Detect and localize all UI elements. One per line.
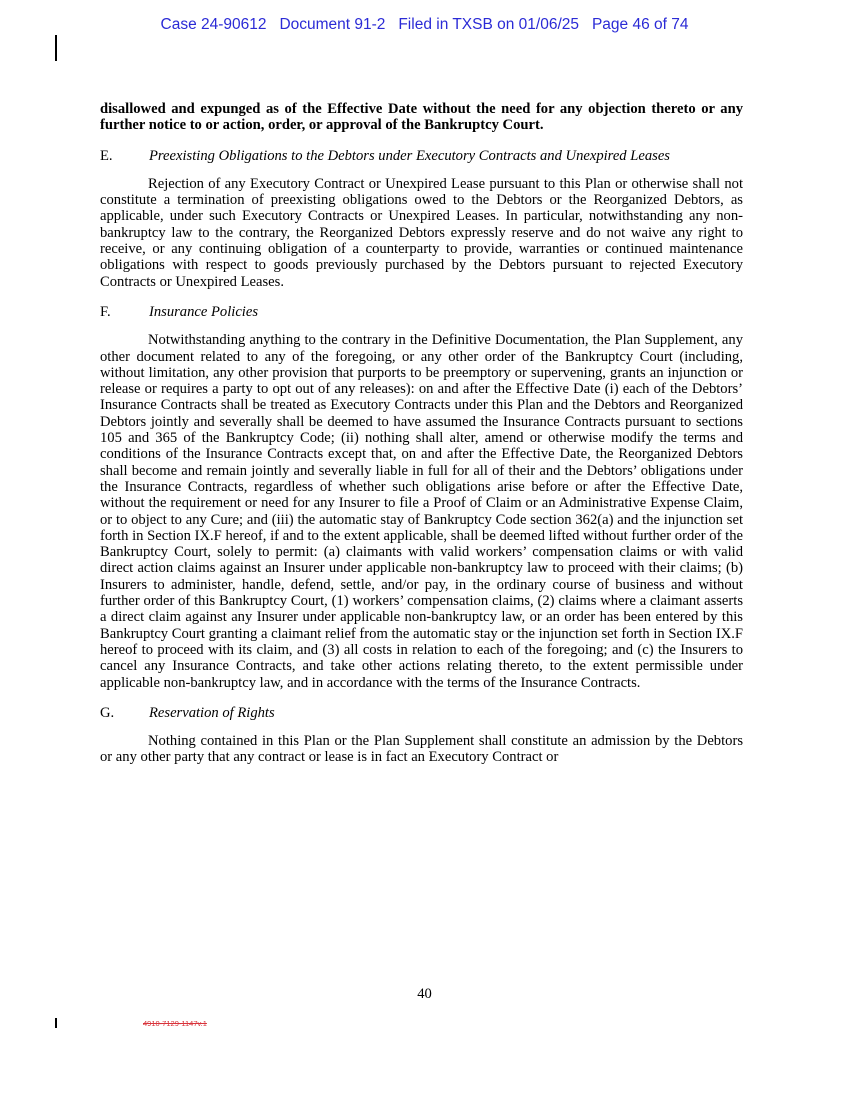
- section-heading-g: [100, 705, 743, 721]
- section-title: Preexisting Obligations to the Debtors under Executory Contracts and Unexpired Leases: [149, 147, 670, 164]
- revision-bar: [55, 35, 57, 61]
- section-letter: F.: [100, 303, 111, 320]
- section-letter: E.: [100, 147, 113, 164]
- section-paragraph-f: Notwithstanding anything to the contrary in the Definitive Documentation, the Plan Supplement, any other document related to any of the foregoing, or any other order of the Bankruptcy Court (including, without limitation, any other provision that purports to be preemptory or supervening, grants an injunction or release or requires a party to opt out of any releases): on and after the Effective Date (i) each of the Debtors’ Insurance Contracts shall be treated as Executory Contracts under this Plan and the Debtors and Reorganized Debtors jointly and severally shall be deemed to have assumed the Insurance Contracts pursuant to sections 105 and 365 of the Bankruptcy Code; (ii) nothing shall alter, amend or otherwise modify the terms and conditions of the Insurance Contracts except that, on and after the Effective Date, the Reorganized Debtors shall become and remain jointly and severally liable in full for all of their and the Debtors’ obligations under the Insurance Contracts, regardless of whether such obligations arise before or after the Effective Date, without the requirement or need for any Insurer to file a Proof of Claim or an Administrative Expense Claim, or to object to any Cure; and (iii) the automatic stay of Bankruptcy Code section 362(a) and the injunction set forth in Section IX.F hereof, if and to the extent applicable, shall be deemed lifted without further order of the Bankruptcy Court, solely to permit: (a) claimants with valid workers’ compensation claims or with valid direct action claims against an Insurer under applicable non-bankruptcy law to proceed with their claims; (b) Insurers to administer, handle, defend, settle, and/or pay, in the ordinary course of business and without further order of this Bankruptcy Court, (1) workers’ compensation claims, (2) claims where a claimant asserts a direct claim against any Insurer under applicable non-bankruptcy law, or an order has been entered by this Bankruptcy Court granting a claimant relief from the automatic stay or the injunction set forth in Section IX.F hereof to proceed with its claim, and (3) all costs in relation to each of the foregoing; and (c) the Insurers to cancel any Insurance Contracts, and take other actions relating thereto, to the extent permissible under applicable non-bankruptcy law, and in accordance with the terms of the Insurance Contracts.: [100, 332, 743, 691]
- filing-header: [0, 16, 849, 34]
- case-number: Case 24-90612: [160, 16, 267, 33]
- page-of-pages: Page 46 of 74: [591, 16, 689, 33]
- document-number: Document 91-2: [279, 16, 386, 33]
- section-paragraph-e: Rejection of any Executory Contract or Unexpired Lease pursuant to this Plan or otherwise shall not constitute a termination of preexisting obligations owed to the Debtors or the Reorganized Debtors, as applicable, under such Executory Contracts or Unexpired Leases. In particular, notwithstanding any non-bankruptcy law to the contrary, the Reorganized Debtors expressly reserve and do not waive any right to receive, or any continuing obligation of a counterparty to provide, warranties or continued maintenance obligations with respect to goods previously purchased by the Debtors pursuant to rejected Executory Contracts or Unexpired Leases.: [100, 175, 743, 290]
- section-paragraph-g: Nothing contained in this Plan or the Plan Supplement shall constitute an admission by the Debtors or any other party that any contract or lease is in fact an Executory Contract or: [100, 733, 743, 766]
- intro-paragraph: disallowed and expunged as of the Effective Date without the need for any objection thereto or any further notice to or action, order, or approval of the Bankruptcy Court.: [100, 101, 743, 134]
- page-number: 40: [417, 986, 432, 1002]
- document-body: [100, 101, 743, 766]
- document-id: 4910-7129-1147v.1: [143, 1019, 207, 1028]
- section-heading-e: [100, 148, 743, 164]
- revision-bar: [55, 1018, 57, 1028]
- section-title: Reservation of Rights: [149, 704, 275, 721]
- filed-info: Filed in TXSB on 01/06/25: [398, 16, 580, 33]
- section-letter: G.: [100, 704, 115, 721]
- section-title: Insurance Policies: [149, 303, 259, 320]
- section-heading-f: [100, 304, 743, 320]
